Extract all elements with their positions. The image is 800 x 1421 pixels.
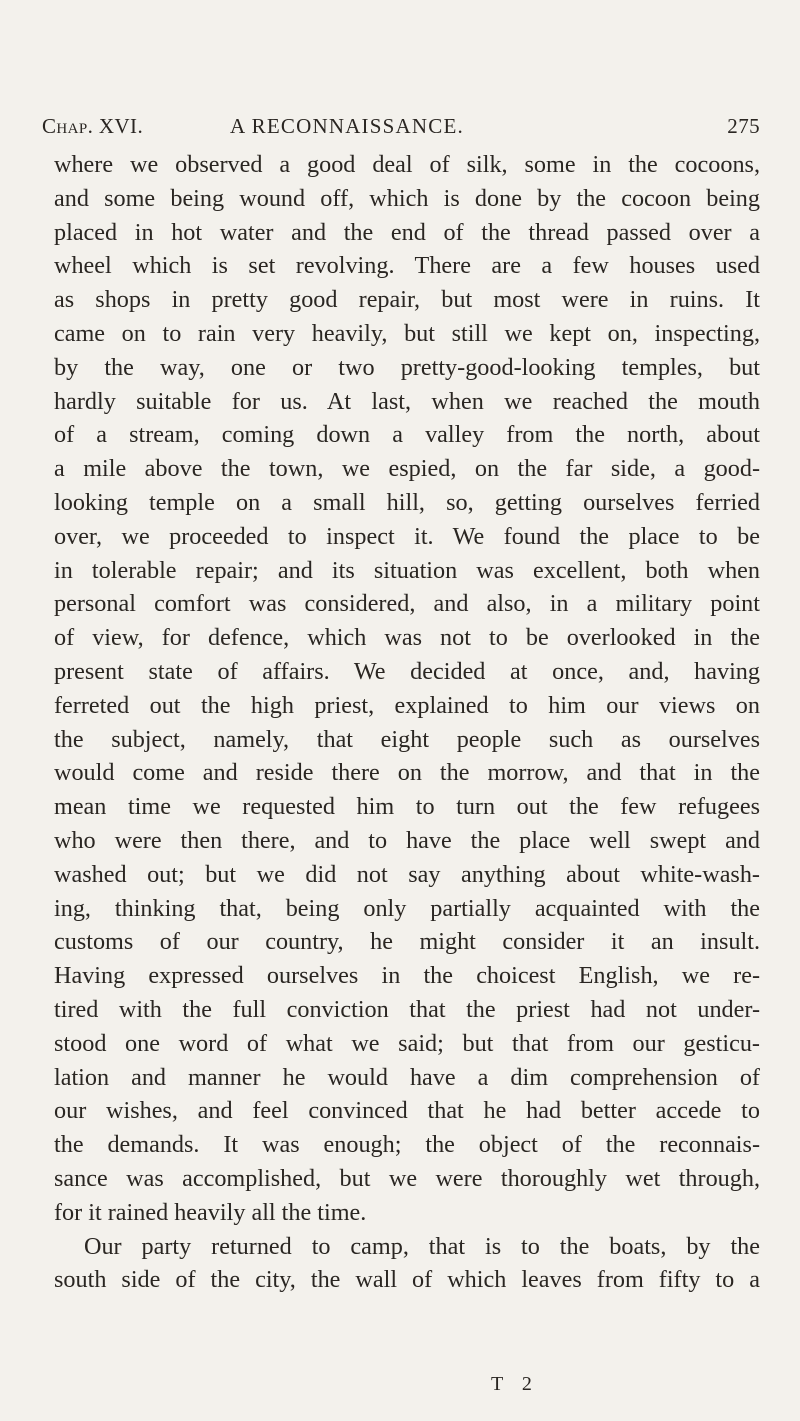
text-line: and some being wound off, which is done by the cocoon being — [54, 184, 760, 212]
text-line: would come and reside there on the morrow, and that in the — [54, 759, 760, 787]
page-number: 275 — [727, 114, 760, 138]
text-line: wheel which is set revolving. There are a few houses used — [54, 252, 760, 280]
chapter-label: Chap. XVI. — [42, 114, 144, 138]
text-line: washed out; but we did not say anything about white-wash- — [54, 860, 760, 888]
text-line: ferreted out the high priest, explained to him our views on — [54, 691, 760, 719]
text-line: mean time we requested him to turn out the few refugees — [54, 793, 760, 821]
running-head — [42, 114, 760, 144]
text-line: stood one word of what we said; but that from our gesticu- — [54, 1029, 760, 1057]
text-line: south side of the city, the wall of which leaves from fifty to a — [54, 1266, 760, 1294]
text-line: customs of our country, he might consider it an insult. — [54, 928, 760, 956]
text-line: a mile above the town, we espied, on the far side, a good- — [54, 455, 760, 483]
text-line: who were then there, and to have the place well swept and — [54, 826, 760, 854]
text-line: as shops in pretty good repair, but most were in ruins. It — [54, 286, 760, 314]
text-line: looking temple on a small hill, so, getting ourselves ferried — [54, 488, 760, 516]
text-line: ing, thinking that, being only partially acquainted with the — [54, 894, 760, 922]
paragraph-last-line: for it rained heavily all the time. — [54, 1198, 367, 1226]
signature-mark: T 2 — [491, 1373, 539, 1395]
text-line: where we observed a good deal of silk, some in the cocoons, — [54, 151, 760, 178]
text-line: placed in hot water and the end of the thread passed over a — [54, 218, 760, 246]
text-line: tired with the full conviction that the priest had not under- — [54, 995, 760, 1023]
text-line: by the way, one or two pretty-good-looking temples, but — [54, 353, 760, 381]
text-line: our wishes, and feel convinced that he had better accede to — [54, 1097, 760, 1125]
text-line: came on to rain very heavily, but still we kept on, inspecting, — [54, 319, 760, 347]
text-line: personal comfort was considered, and also, in a military point — [54, 590, 760, 618]
text-line: Having expressed ourselves in the choicest English, we re- — [54, 962, 760, 990]
text-line: in tolerable repair; and its situation was excellent, both when — [54, 556, 760, 584]
text-line: the demands. It was enough; the object of the reconnais- — [54, 1131, 760, 1159]
text-line: sance was accomplished, but we were thoroughly wet through, — [54, 1164, 760, 1192]
text-line: of a stream, coming down a valley from the north, about — [54, 421, 760, 449]
body-text — [54, 148, 760, 1297]
paragraph-first-line: Our party returned to camp, that is to the boats, by the — [84, 1232, 760, 1260]
text-line: over, we proceeded to inspect it. We found the place to be — [54, 522, 760, 550]
text-line: of view, for defence, which was not to be overlooked in the — [54, 624, 760, 652]
text-line: hardly suitable for us. At last, when we reached the mouth — [54, 387, 760, 415]
running-title: A RECONNAISSANCE. — [230, 114, 464, 138]
text-line: the subject, namely, that eight people such as ourselves — [54, 725, 760, 753]
text-line: lation and manner he would have a dim comprehension of — [54, 1063, 760, 1091]
text-line: present state of affairs. We decided at once, and, having — [54, 657, 760, 685]
